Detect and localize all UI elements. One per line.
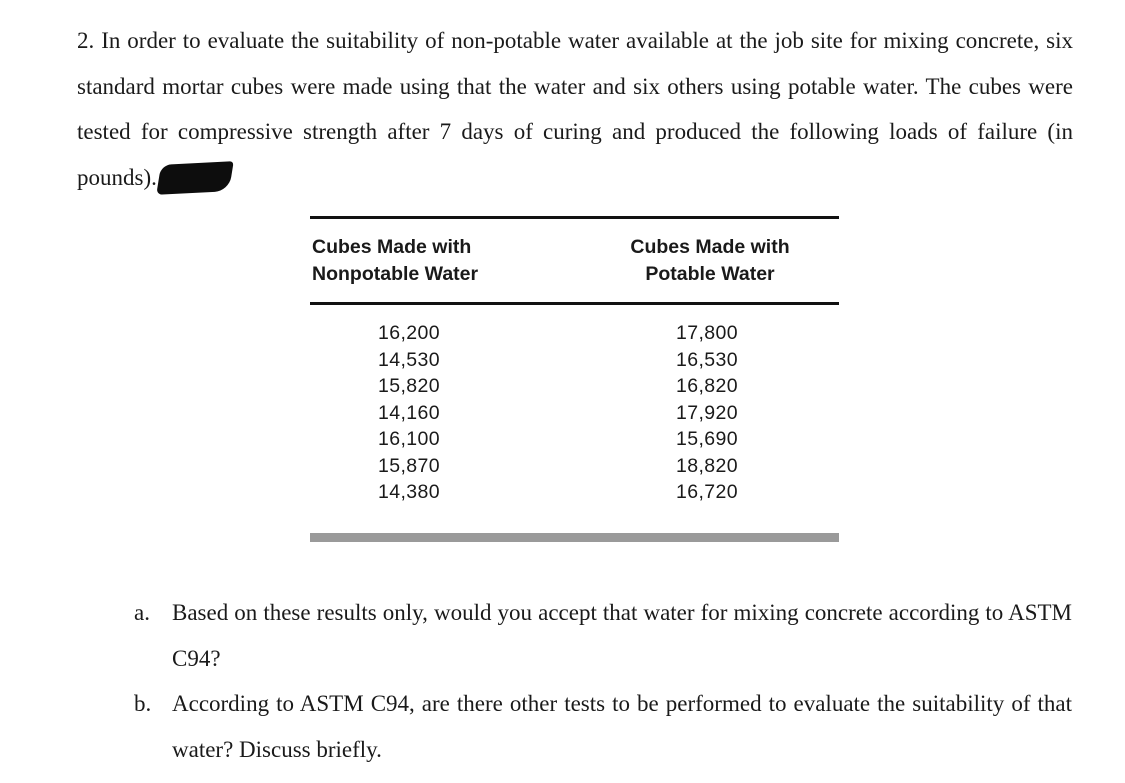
header-nonpotable-line2: Nonpotable Water (312, 263, 479, 285)
redaction-mark (156, 161, 234, 195)
potable-value: 16,720 (676, 481, 739, 503)
potable-value: 17,800 (676, 322, 739, 344)
nonpotable-value: 14,380 (378, 481, 441, 503)
header-nonpotable (312, 234, 478, 288)
question-a (134, 590, 1072, 681)
problem-text: 2. In order to evaluate the suitability of non-potable water available at the job site for mixing concrete, six standard mortar cubes were made using that the water and six others using potable water. The cubes were tested for compressive strength after 7 days of curing and produced the following loads of failure (in pounds). (77, 28, 1073, 190)
potable-column (676, 320, 738, 506)
header-nonpotable-line1: Cubes Made with (312, 236, 472, 258)
nonpotable-column (378, 320, 440, 506)
nonpotable-value: 16,200 (378, 322, 441, 344)
nonpotable-value: 16,100 (378, 428, 441, 450)
question-label: a. (134, 600, 150, 625)
header-potable-line2: Potable Water (645, 263, 775, 285)
problem-statement (77, 18, 1073, 200)
nonpotable-value: 14,530 (378, 348, 441, 371)
nonpotable-value: 14,160 (378, 401, 441, 424)
question-label: b. (134, 691, 152, 716)
table-bottom-rule (310, 533, 839, 542)
question-text: Based on these results only, would you accept that water for mixing concrete according to ASTM C94? (172, 600, 1072, 671)
potable-value: 15,690 (676, 428, 739, 450)
question-list (134, 590, 1072, 772)
nonpotable-value: 15,870 (378, 454, 441, 477)
table-header-rule (310, 302, 839, 305)
potable-value: 16,820 (676, 375, 739, 397)
potable-value: 17,920 (676, 401, 739, 424)
potable-value: 16,530 (676, 348, 739, 371)
table-top-rule (310, 216, 839, 219)
question-b (134, 681, 1072, 772)
potable-value: 18,820 (676, 454, 739, 477)
question-text: According to ASTM C94, are there other tests to be performed to evaluate the suitability of that water? Discuss briefly. (172, 691, 1072, 762)
header-potable (610, 234, 810, 288)
header-potable-line1: Cubes Made with (630, 236, 790, 258)
nonpotable-value: 15,820 (378, 375, 441, 397)
